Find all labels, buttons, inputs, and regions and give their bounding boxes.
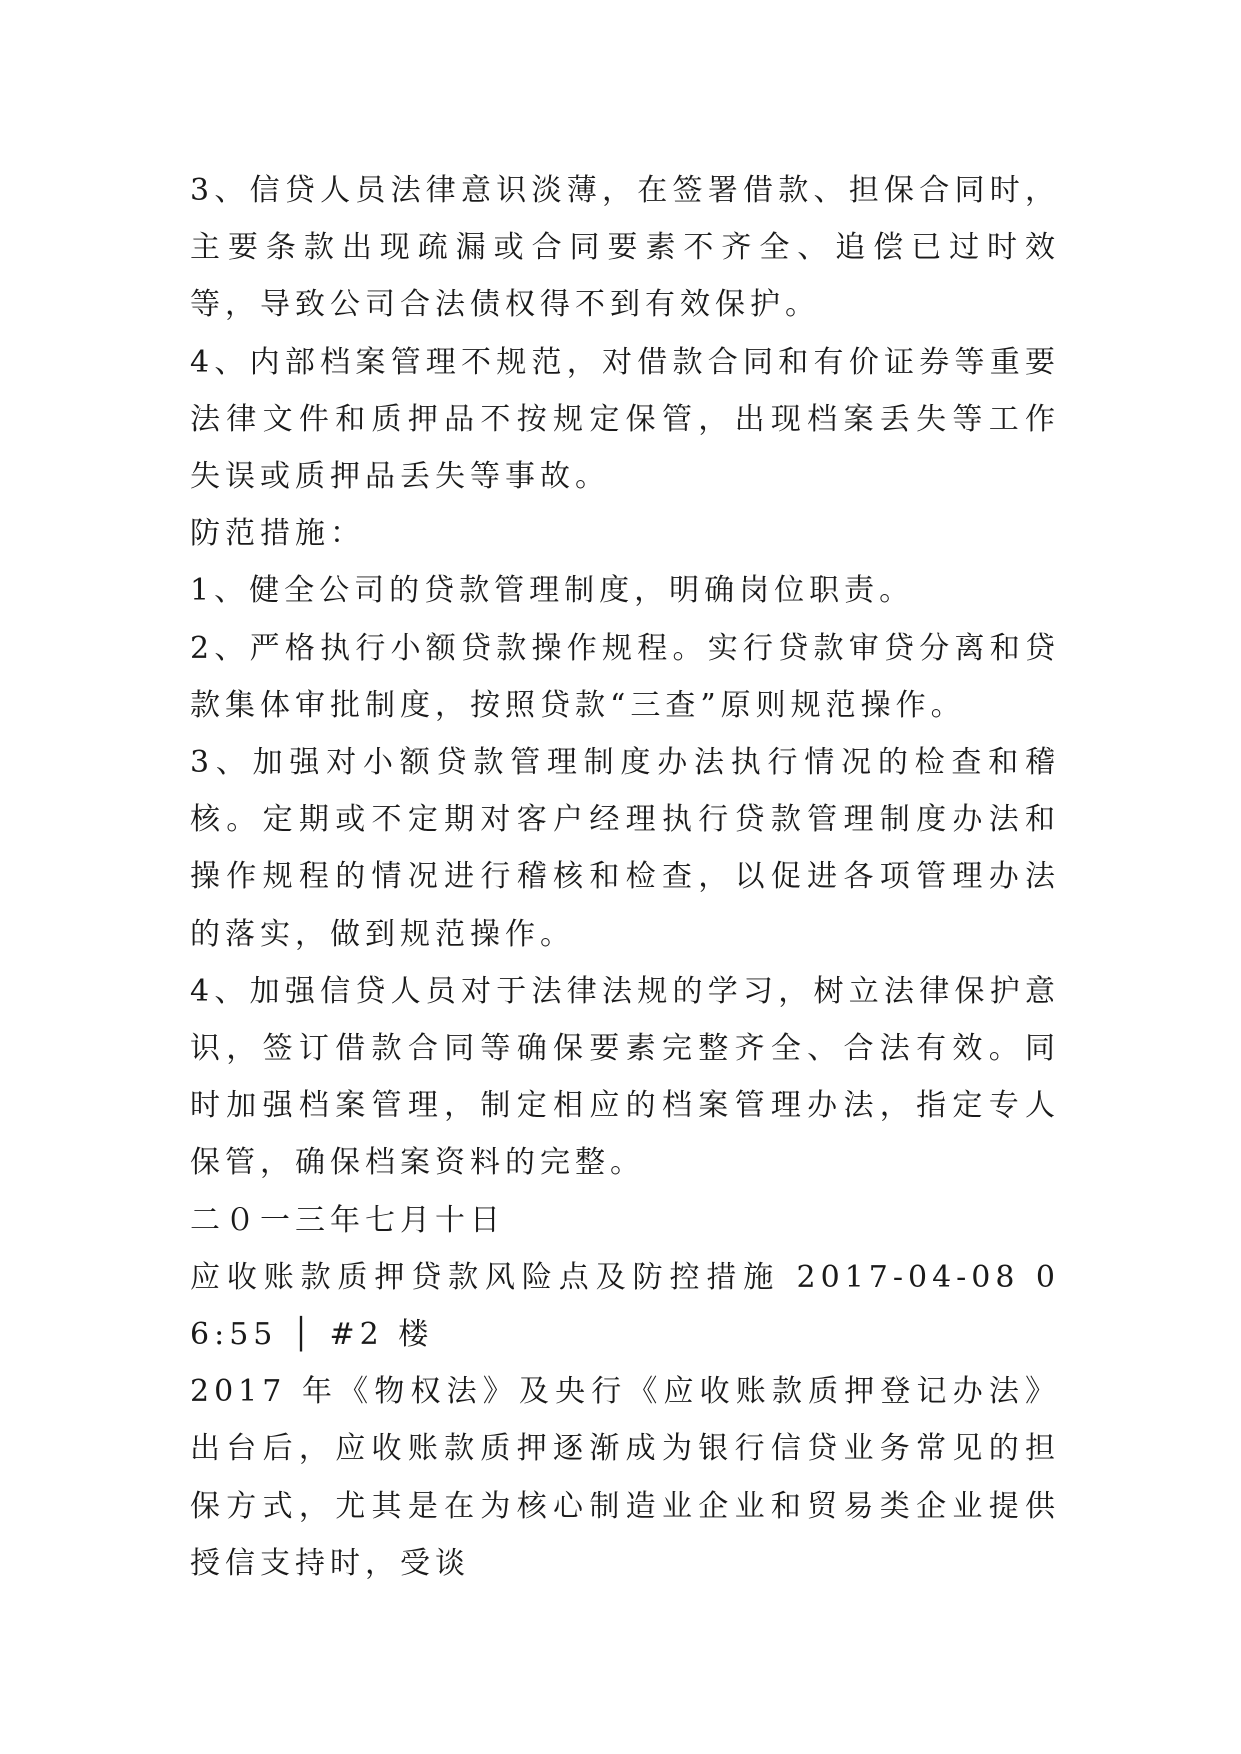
paragraph-credit-staff-legal-awareness: 3、信贷人员法律意识淡薄，在签署借款、担保合同时，主要条款出现疏漏或合同要素不齐全、追偿已过时效等，导致公司合法债权得不到有效保护。 xyxy=(190,173,1060,323)
paragraph-measure-4: 4、加强信贷人员对于法律法规的学习，树立法律保护意识，签订借款合同等确保要素完整齐全、合法有效。同时加强档案管理，制定相应的档案管理办法，指定专人保管，确保档案资料的完整。 xyxy=(190,973,1060,1181)
paragraph-measure-1: 1、健全公司的贷款管理制度，明确岗位职责。 xyxy=(190,573,915,609)
paragraph-measure-2: 2、严格执行小额贷款操作规程。实行贷款审贷分离和贷款集体审批制度，按照贷款“三查”原则规范操作。 xyxy=(190,630,1060,723)
paragraph-section-title: 应收账款质押贷款风险点及防控措施 2017-04-08 06:55 │ #2 楼 xyxy=(190,1259,1060,1353)
document-page xyxy=(190,162,1060,1592)
paragraph-intro: 2017 年《物权法》及央行《应收账款质押登记办法》出台后，应收账款质押逐渐成为银行信贷业务常见的担保方式，尤其是在为核心制造业企业和贸易类企业提供授信支持时，受谈 xyxy=(190,1374,1060,1581)
paragraph-date: 二０一三年七月十日 xyxy=(190,1202,505,1238)
paragraph-prevention-heading: 防范措施： xyxy=(190,516,365,552)
paragraph-measure-3: 3、加强对小额贷款管理制度办法执行情况的检查和稽核。定期或不定期对客户经理执行贷款管理制度办法和操作规程的情况进行稽核和检查，以促进各项管理办法的落实，做到规范操作。 xyxy=(190,745,1060,952)
paragraph-archive-management: 4、内部档案管理不规范，对借款合同和有价证券等重要法律文件和质押品不按规定保管，出现档案丢失等工作失误或质押品丢失等事故。 xyxy=(190,344,1060,495)
